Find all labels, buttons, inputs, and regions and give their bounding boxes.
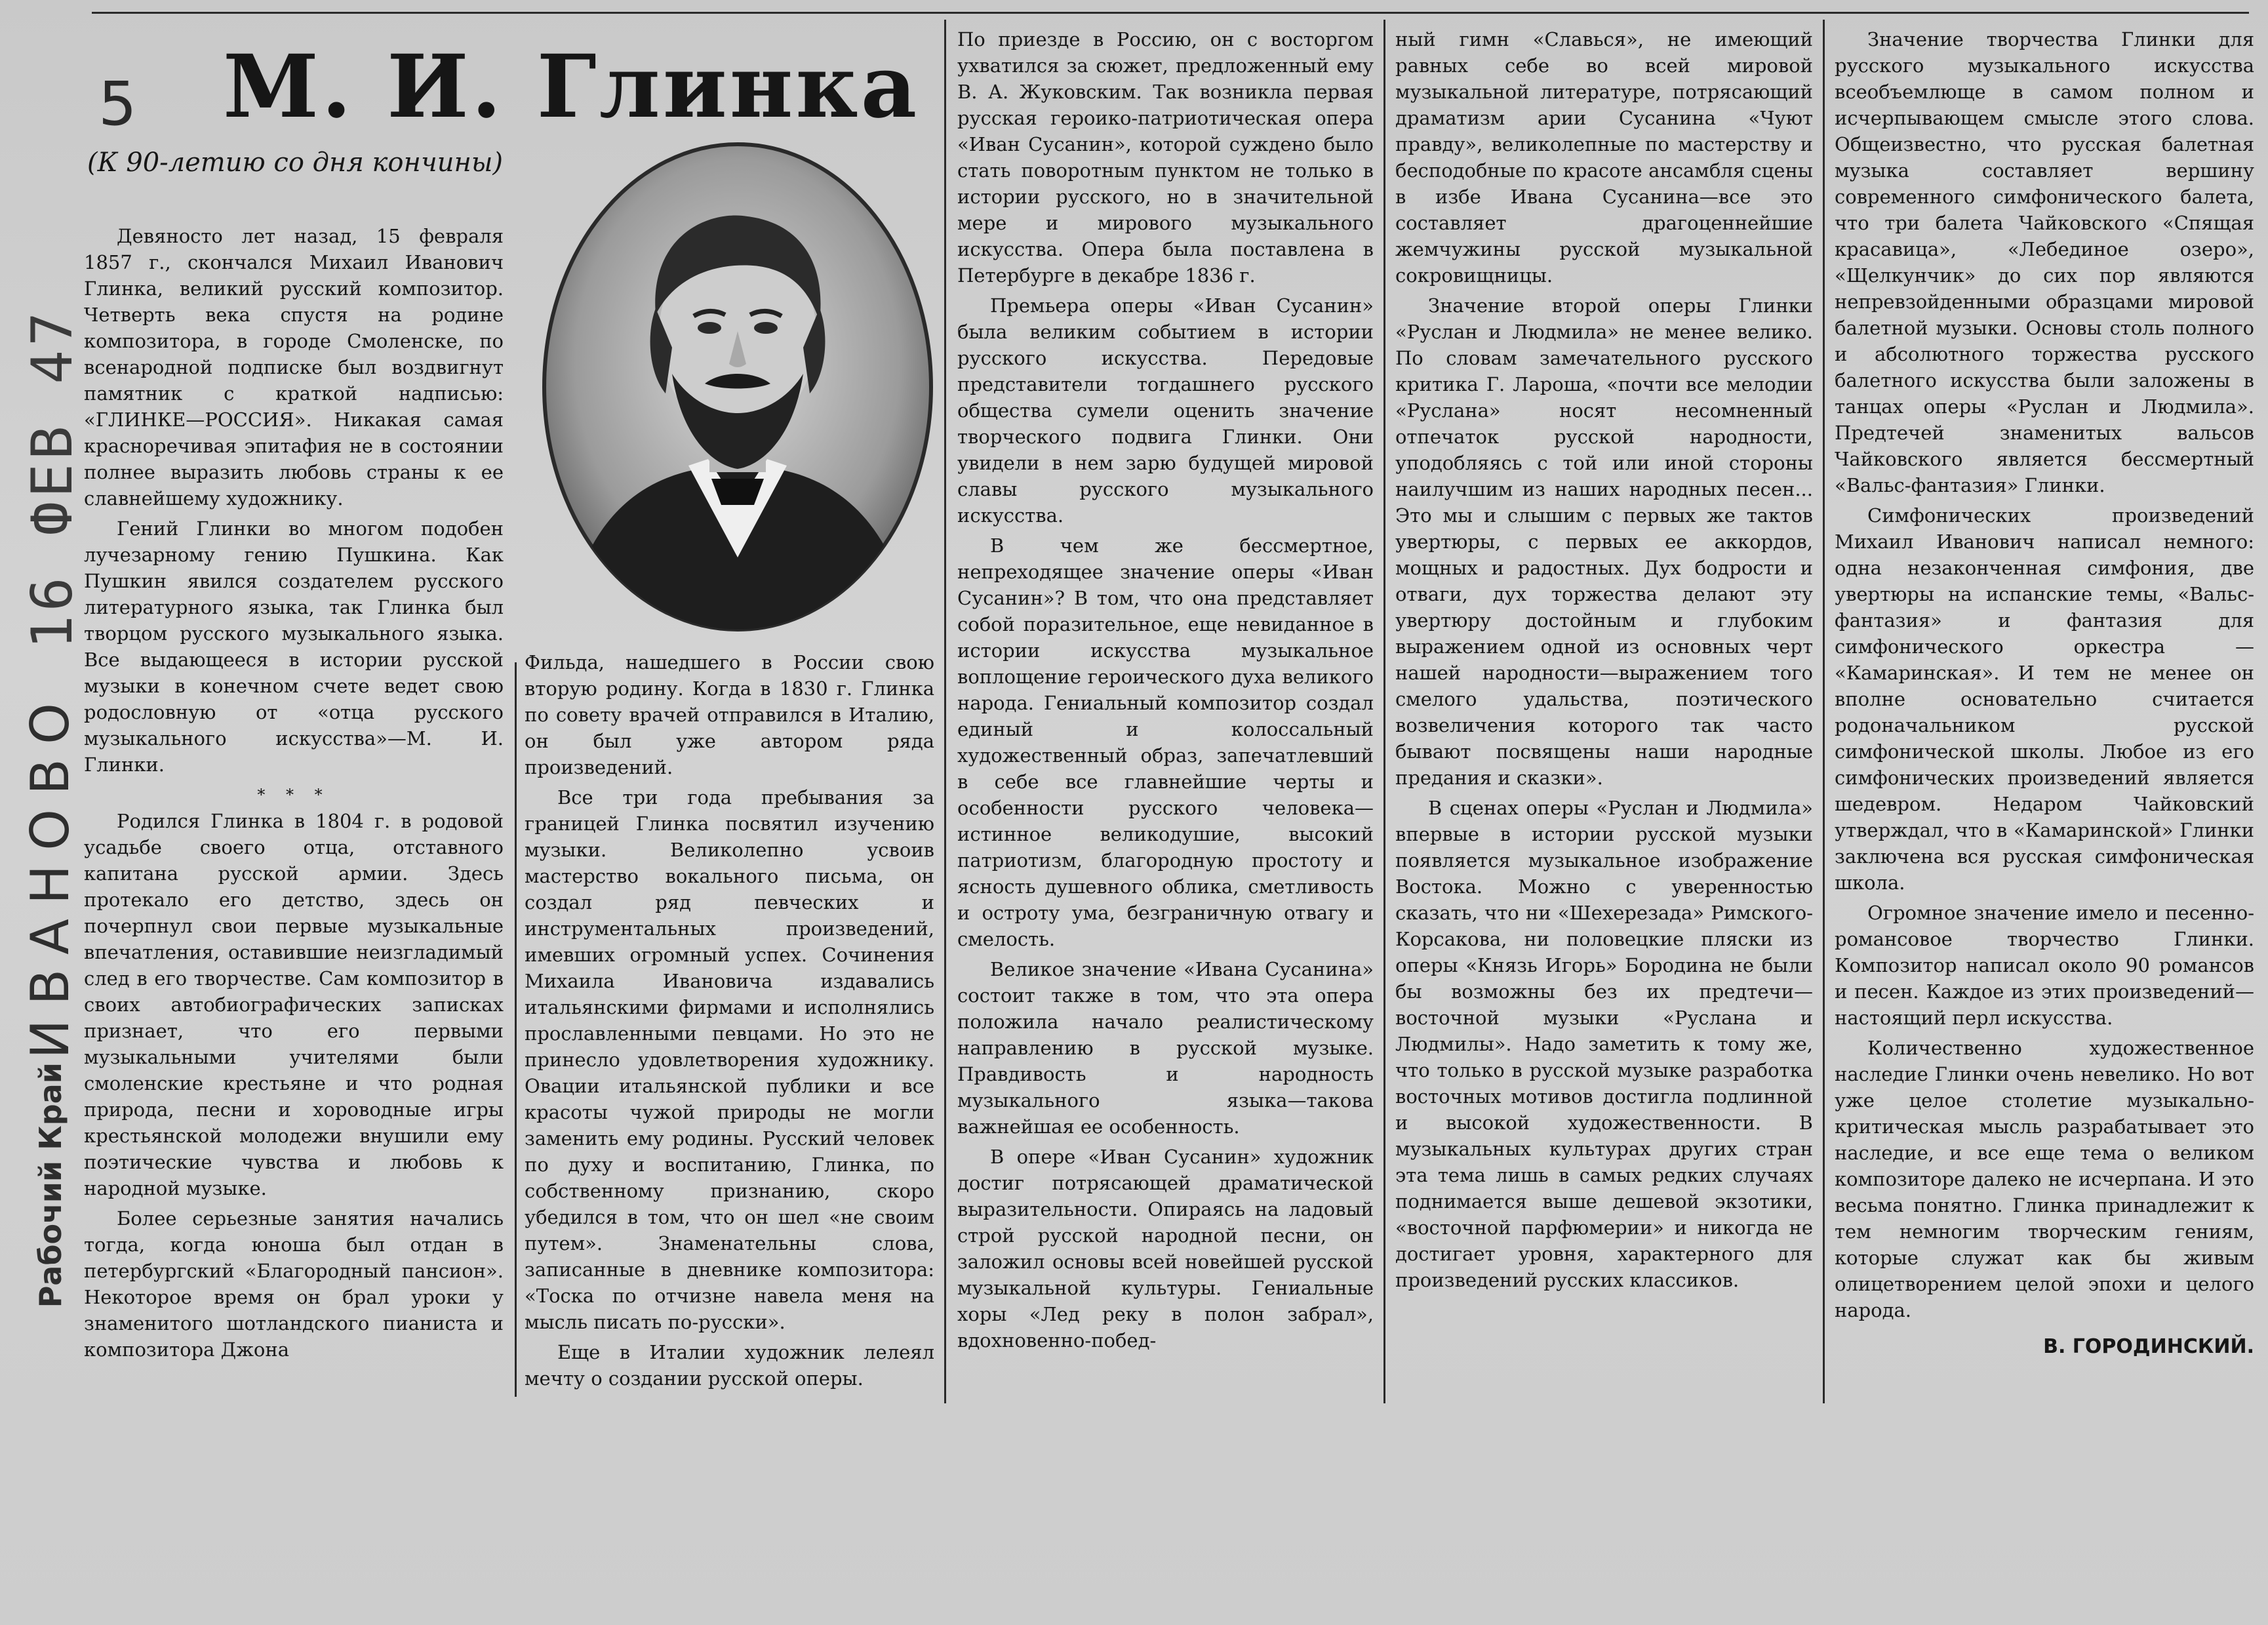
paragraph: ный гимн «Славься», не имеющий равных себе во всей мировой музыкальной литературе, потрясающий драматизм арии Сусанина «Чуют правду», великолепные по мастерству и бесподобные по красоте ансамбля сцены в избе Ивана Сусанина—все это составляет драгоценнейшие жемчужины русской музыкальной сокровищницы.: [1395, 28, 1813, 287]
article-column-1: [84, 223, 504, 1367]
paragraph: Симфонических произведений Михаил Иванович написал немного: одна незаконченная симфония, две увертюры на испанские темы, «Вальс-фантазия» и фантазия для симфонического оркестра — «Камаринская». И тем не менее он вполне основательно считается родоначальником русской симфонической школы. Любое из его симфонических произведений является шедевром. Недаром Чайковский утверждал, что в «Камаринской» Глинки заключена вся русская симфоническая школа.: [1835, 504, 2254, 894]
column-rule-1: [515, 662, 517, 1397]
paragraph: Огромное значение имело и песенно-романсовое творчество Глинки. Композитор написал около 90 романсов и песен. Каждое из этих произведений—настоящий перл искусства.: [1835, 902, 2254, 1029]
paragraph: Великое значение «Ивана Сусанина» состоит также в том, что эта опера положила начало реалистическому направлению в русской музыке. Правдивость и народность музыкального языка—такова важнейшая ее особенность.: [957, 958, 1374, 1138]
article-column-2: [525, 649, 934, 1395]
paragraph: В опере «Иван Сусанин» художник достиг потрясающей драматической выразительности. Опираясь на ладовый строй русской народной песни, он заложил основы всей новейшей русской музыкальной культуры. Гениальные хоры «Лед реку в полон забрал», вдохновенно-побед-: [957, 1146, 1374, 1352]
article-column-3: [957, 26, 1374, 1357]
paragraph: Еще в Италии художник лелеял мечту о создании русской оперы.: [525, 1341, 934, 1390]
date-stamp: 16 ФЕВ 47: [20, 308, 85, 649]
column-rule-2: [944, 20, 946, 1403]
column-rule-4: [1823, 20, 1825, 1403]
newspaper-name-small: Рабочий Край: [33, 1062, 68, 1308]
paragraph: Количественно художественное наследие Глинки очень невелико. Но вот уже целое столетие музыкально-критическая мысль разрабатывает это наследие, и все еще тема о великом композиторе далеко не исчерпана. И это весьма понятно. Глинка принадлежит к тем немногим творческим гениям, которые служат как бы живым олицетворением целой эпохи и целого народа.: [1835, 1037, 2254, 1321]
article-column-5: [1835, 26, 2254, 1364]
article-subtitle: (К 90-летию со дня кончины): [87, 148, 504, 178]
paragraph: По приезде в Россию, он с восторгом ухватился за сюжет, предложенный ему В. А. Жуковским. Так возникла первая русская героико-патриотическая опера «Иван Сусанин», которой суждено было стать поворотным пунктом не только в истории русского, но в значительной мере и мирового музыкального искусства. Опера была поставлена в Петербурге в декабре 1836 г.: [957, 28, 1374, 287]
paragraph: Все три года пребывания за границей Глинка посвятил изучению музыки. Великолепно усвоив мастерство вокального письма, он создал ряд певческих и инструментальных произведений, имевших огромный успех. Сочинения Михаила Ивановича издавались итальянскими фирмами и исполнялись прославленными певцами. Но это не принесло удовлетворения художнику. Овации итальянской публики и все красоты чужой природы не могли заменить ему родины. Русский человек по духу и воспитанию, Глинка, по собственному признанию, скоро убедился в том, что он шел «не своим путем». Знаменательны слова, записанные в дневнике композитора: «Тоска по отчизне навела меня на мысль писать по-русски».: [525, 786, 934, 1333]
newspaper-name-stamp: [20, 689, 81, 1308]
handwritten-number: 5: [98, 69, 137, 139]
paragraph: Премьера оперы «Иван Сусанин» была великим событием в истории русского искусства. Передовые представители тогдашнего русского общества сумели оценить значение творческого подвига Глинки. Они увидели в нем зарю будущей мировой славы русского музыкального искусства.: [957, 294, 1374, 527]
paragraph: В чем же бессмертное, непреходящее значение оперы «Иван Сусанин»? В том, что она представляет собой поразительное, еще невиданное в истории искусства музыкальное воплощение героического духа великого народа. Гениальный композитор создал единый и колоссальный художественный образ, запечатлевший в себе все главнейшие черты и особенности русского человека—истинное великодушие, высокий патриотизм, благородную простоту и ясность душевного облика, сметливость и остроту ума, безграничную отвагу и смелость.: [957, 534, 1374, 950]
section-separator: * * *: [257, 786, 330, 804]
paragraph: Значение творчества Глинки для русского музыкального искусства всеобъемлюще в самом полном и исчерпывающем смысле этого слова. Общеизвестно, что русская балетная музыка составляет вершину современного симфонического балета, что три балета Чайковского «Спящая красавица», «Лебединое озеро», «Щелкунчик» до сих пор являются непревзойденными образцами мировой балетной музыки. Основы столь полного и абсолютного торжества русского балетного искусства были заложены в танцах оперы «Руслан и Людмила». Предтечей знаменитых вальсов Чайковского является бессмертный «Вальс-фантазия» Глинки.: [1835, 28, 2254, 496]
column-rule-3: [1383, 20, 1385, 1403]
newspaper-name-big: ИВАНОВО: [20, 689, 81, 1059]
paragraph: Девяносто лет назад, 15 февраля 1857 г., скончался Михаил Иванович Глинка, великий русский композитор. Четверть века спустя на родине композитора, в городе Смоленске, по всенародной подписке был воздвигнут памятник с краткой надписью: «ГЛИНКЕ—РОССИЯ». Никакая самая красноречивая эпитафия не в состоянии полнее выразить любовь страны к ее славнейшему художнику.: [84, 225, 504, 510]
paragraph: Гений Глинки во многом подобен лучезарному гению Пушкина. Как Пушкин явился создателем русского литературного языка, так Глинка был творцом русского музыкального языка. Все выдающееся в истории русской музыки в конечном счете ведет свою родословную от «отца русского музыкального искусства»—М. И. Глинки.: [84, 517, 504, 776]
paragraph: Фильда, нашедшего в России свою вторую родину. Когда в 1830 г. Глинка по совету врачей отправился в Италию, он был уже автором ряда произведений.: [525, 651, 934, 778]
paragraph: Более серьезные занятия начались тогда, когда юноша был отдан в петербургский «Благородный пансион». Некоторое время он брал уроки у знаменитого шотландского пианиста и композитора Джона: [84, 1207, 504, 1361]
article-column-4: [1395, 26, 1813, 1297]
paragraph: Родился Глинка в 1804 г. в родовой усадьбе своего отца, отставного капитана русской армии. Здесь протекало его детство, здесь он почерпнул свои первые музыкальные впечатления, оставившие неизгладимый след в его творчестве. Сам композитор в своих автобиографических записках признает, что его первыми музыкальными учителями были смоленские крестьяне и что родная природа, песни и хороводные игры крестьянской молодежи внушили ему поэтические чувства и любовь к народной музыке.: [84, 810, 504, 1199]
author-signature: В. ГОРОДИНСКИЙ.: [2043, 1335, 2254, 1358]
paragraph: Значение второй оперы Глинки «Руслан и Людмила» не менее велико. По словам замечательного русского критика Г. Лароша, «почти все мелодии «Руслана» носят несомненный отпечаток русской народности, уподобляясь с той или иной стороны наилучшим из наших народных песен... Это мы и слышим с первых же тактов увертюры, с первых ее аккордов, мощных и радостных. Дух бодрости и отваги, дух торжества делают эту увертюру достойным и глубоким выражением одной из основных черт нашей народности—выражением того смелого удальства, поэтического возвеличения которого так часто бывают посвящены наши народные предания и сказки».: [1395, 294, 1813, 789]
article-title: М. И. Глинка: [223, 36, 920, 138]
portrait-engraving-icon: [538, 138, 938, 636]
paragraph: В сценах оперы «Руслан и Людмила» впервые в истории русской музыки появляется музыкальное изображение Востока. Можно с уверенностью сказать, что ни «Шехерезада» Римского-Корсакова, ни половецкие пляски из оперы «Князь Игорь» Бородина не были бы возможны без их предтечи—восточной музыки «Руслана и Людмилы». Надо заметить к тому же, что только в русской музыке разработка восточных мотивов достигла подлинной и высокой художественности. В музыкальных культурах других стран эта тема лишь в самых редких случаях поднимается выше дешевой экзотики, «восточной парфюмерии» и никогда не достигает уровня, характерного для произведений русских классиков.: [1395, 797, 1813, 1291]
top-rule: [92, 12, 2249, 14]
